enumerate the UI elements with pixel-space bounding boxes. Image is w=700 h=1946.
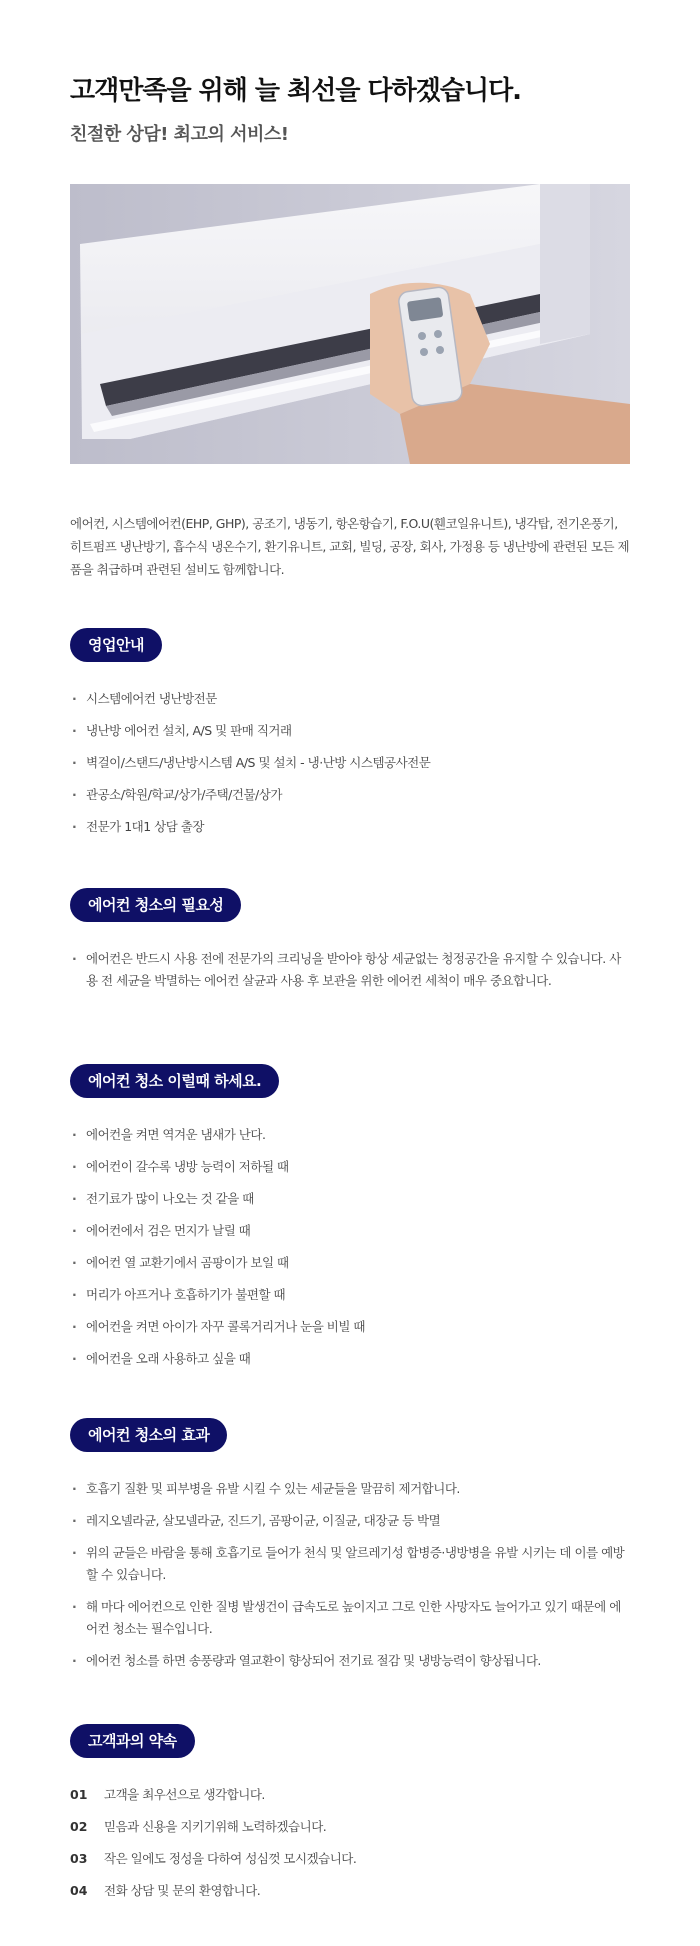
promise-number: 02 xyxy=(70,1819,88,1834)
list-item: · 에어컨을 켜면 아이가 자꾸 콜록거리거나 눈을 비빌 때 xyxy=(70,1316,630,1338)
list-item: · 에어컨 청소를 하면 송풍량과 열교환이 향상되어 전기료 절감 및 냉방능력이 향상됩니다. xyxy=(70,1650,630,1672)
promise-text: 믿음과 신용을 지키기위해 노력하겠습니다. xyxy=(104,1819,327,1834)
promise-text: 고객을 최우선으로 생각합니다. xyxy=(104,1787,265,1802)
list-item: · 전기료가 많이 나오는 것 같을 때 xyxy=(70,1188,630,1210)
promise-number: 04 xyxy=(70,1883,88,1898)
cleaning-effect-section xyxy=(70,1418,630,1682)
promise-item xyxy=(70,1880,630,1902)
list-item: · 에어컨이 갈수록 냉방 능력이 저하될 때 xyxy=(70,1156,630,1178)
promise-number: 01 xyxy=(70,1787,88,1802)
list-item: · 에어컨을 오래 사용하고 싶을 때 xyxy=(70,1348,630,1370)
customer-promise-heading: 고객과의 약속 xyxy=(70,1724,195,1758)
promise-text: 전화 상담 및 문의 환영합니다. xyxy=(104,1883,261,1898)
air-conditioner-photo xyxy=(70,184,630,464)
list-item: · 위의 균들은 바람을 통해 호흡기로 들어가 천식 및 알르레기성 합병증·냉방병을 유발 시키는 데 이를 예방할 수 있습니다. xyxy=(70,1542,630,1586)
sales-info-section xyxy=(70,628,630,848)
when-to-clean-section xyxy=(70,1064,630,1380)
page-subtitle: 친절한 상담! 최고의 서비스! xyxy=(70,124,289,145)
when-to-clean-heading: 에어컨 청소 이럴때 하세요. xyxy=(70,1064,279,1098)
cleaning-necessity-section xyxy=(70,888,630,1002)
intro-text: 에어컨, 시스템에어컨(EHP, GHP), 공조기, 냉동기, 항온항습기, F.O.U(휀코일유니트), 냉각탑, 전기온풍기, 히트펌프 냉난방기, 흡수식 냉온수기, 환기유니트, 교회, 빌딩, 공장, 회사, 가정용 등 냉난방에 관련된 모든 제품을 취급하며 관련된 설비도 함께합니다. xyxy=(70,516,630,577)
list-item: · 호흡기 질환 및 피부병을 유발 시킬 수 있는 세균들을 말끔히 제거합니다. xyxy=(70,1478,630,1500)
list-item: · 에어컨을 켜면 역겨운 냄새가 난다. xyxy=(70,1124,630,1146)
list-item: · 관공소/학원/학교/상가/주택/건물/상가 xyxy=(70,784,630,806)
list-item: · 해 마다 에어컨으로 인한 질병 발생건이 급속도로 높이지고 그로 인한 사망자도 늘어가고 있기 때문에 에어컨 청소는 필수입니다. xyxy=(70,1596,630,1640)
customer-promise-section xyxy=(70,1724,630,1912)
list-item: · 전문가 1대1 상담 출장 xyxy=(70,816,630,838)
list-item: · 에어컨은 반드시 사용 전에 전문가의 크리닝을 받아야 항상 세균없는 청정공간을 유지할 수 있습니다. 사용 전 세균을 박멸하는 에어컨 살균과 사용 후 보관을 위한 에어컨 세척이 매우 중요합니다. xyxy=(70,948,630,992)
sales-info-heading: 영업안내 xyxy=(70,628,162,662)
list-item: · 에어컨 열 교환기에서 곰팡이가 보일 때 xyxy=(70,1252,630,1274)
promise-number: 03 xyxy=(70,1851,88,1866)
list-item: · 벽걸이/스탠드/냉난방시스템 A/S 및 설치 - 냉·난방 시스템공사전문 xyxy=(70,752,630,774)
promise-item xyxy=(70,1816,630,1838)
list-item: · 시스템에어컨 냉난방전문 xyxy=(70,688,630,710)
promise-item xyxy=(70,1848,630,1870)
list-item: · 냉난방 에어컨 설치, A/S 및 판매 직거래 xyxy=(70,720,630,742)
promise-text: 작은 일에도 정성을 다하여 성심껏 모시겠습니다. xyxy=(104,1851,357,1866)
list-item: · 레지오넬라균, 살모넬라균, 진드기, 곰팡이균, 이질균, 대장균 등 박멸 xyxy=(70,1510,630,1532)
air-conditioner-illustration xyxy=(70,184,630,464)
promise-item xyxy=(70,1784,630,1806)
list-item: · 에어컨에서 검은 먼지가 날릴 때 xyxy=(70,1220,630,1242)
page-title: 고객만족을 위해 늘 최선을 다하겠습니다. xyxy=(70,76,522,106)
cleaning-effect-heading: 에어컨 청소의 효과 xyxy=(70,1418,227,1452)
list-item: · 머리가 아프거나 호흡하기가 불편할 때 xyxy=(70,1284,630,1306)
cleaning-necessity-heading: 에어컨 청소의 필요성 xyxy=(70,888,241,922)
